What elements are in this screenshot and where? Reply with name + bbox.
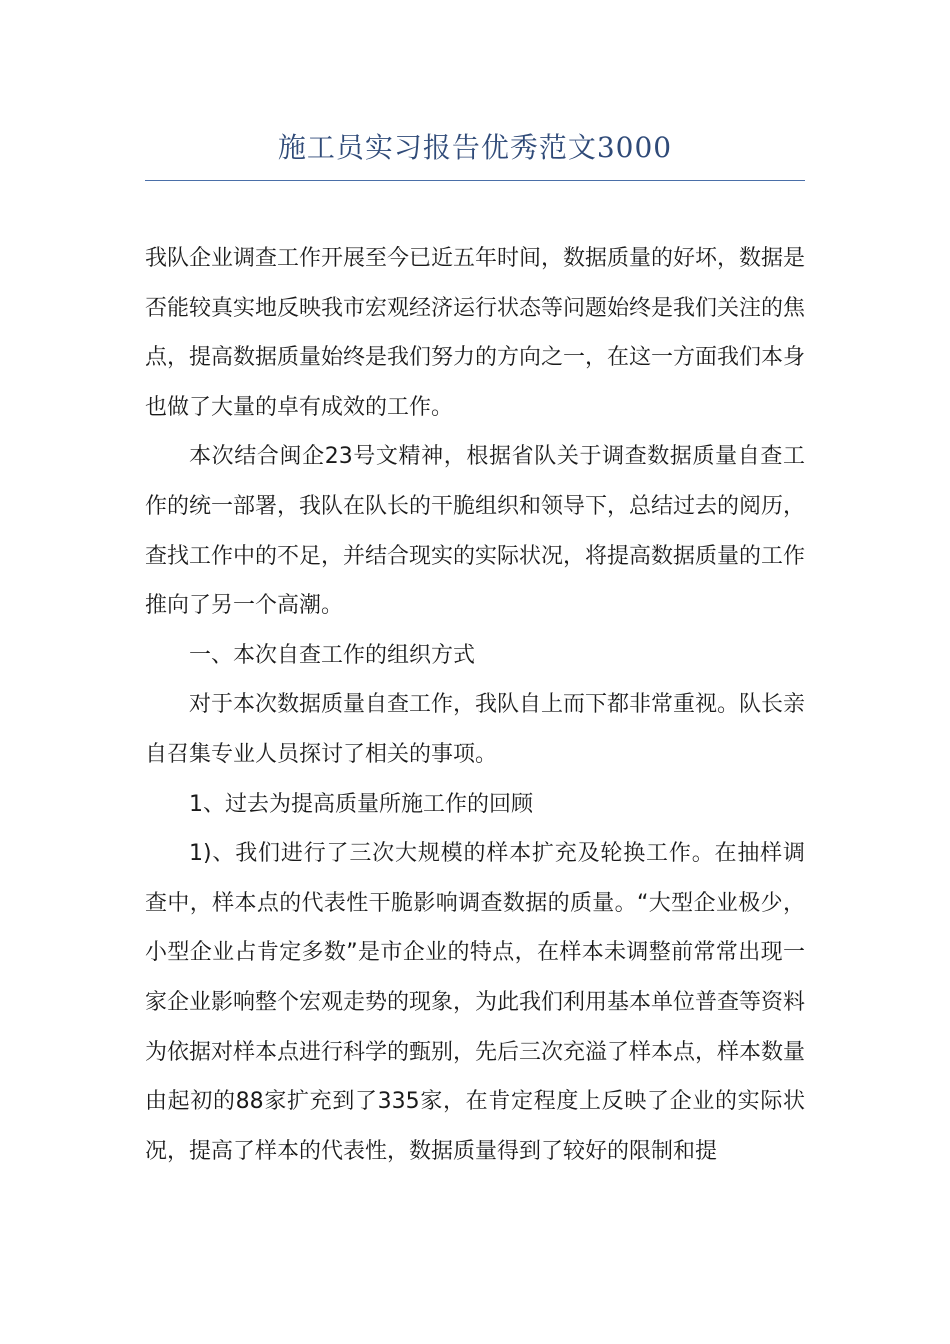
paragraph-3: 对于本次数据质量自查工作，我队自上而下都非常重视。队长亲自召集专业人员探讨了相关的事项。 [145,692,806,767]
page-title: 施工员实习报告优秀范文3000 [277,131,673,164]
paragraph-4: 1)、我们进行了三次大规模的样本扩充及轮换工作。在抽样调查中，样本点的代表性干脆影响调查数据的质量。“大型企业极少，小型企业占肯定多数”是市企业的特点，在样本未调整前常常出现一家企业影响整个宏观走势的现象，为此我们利用基本单位普查等资料为依据对样本点进行科学的甄别，先后三次充溢了样本点，样本数量由起初的88家扩充到了335家，在肯定程度上反映了企业的实际状况，提高了样本的代表性，数据质量得到了较好的限制和提 [145,841,806,1164]
section-heading-1: 一、本次自查工作的组织方式 [189,642,476,668]
document-body [145,234,805,1176]
paragraph-1: 我队企业调查工作开展至今已近五年时间，数据质量的好坏，数据是否能较真实地反映我市宏观经济运行状态等问题始终是我们关注的焦点，提高数据质量始终是我们努力的方向之一，在这一方面我们本身也做了大量的卓有成效的工作。 [145,246,806,420]
subsection-heading-1: 1、过去为提高质量所施工作的回顾 [189,791,533,817]
title-divider [145,180,805,181]
paragraph-2: 本次结合闽企23号文精神，根据省队关于调查数据质量自查工作的统一部署，我队在队长的干脆组织和领导下，总结过去的阅历，查找工作中的不足，并结合现实的实际状况，将提高数据质量的工作推向了另一个高潮。 [145,444,806,619]
